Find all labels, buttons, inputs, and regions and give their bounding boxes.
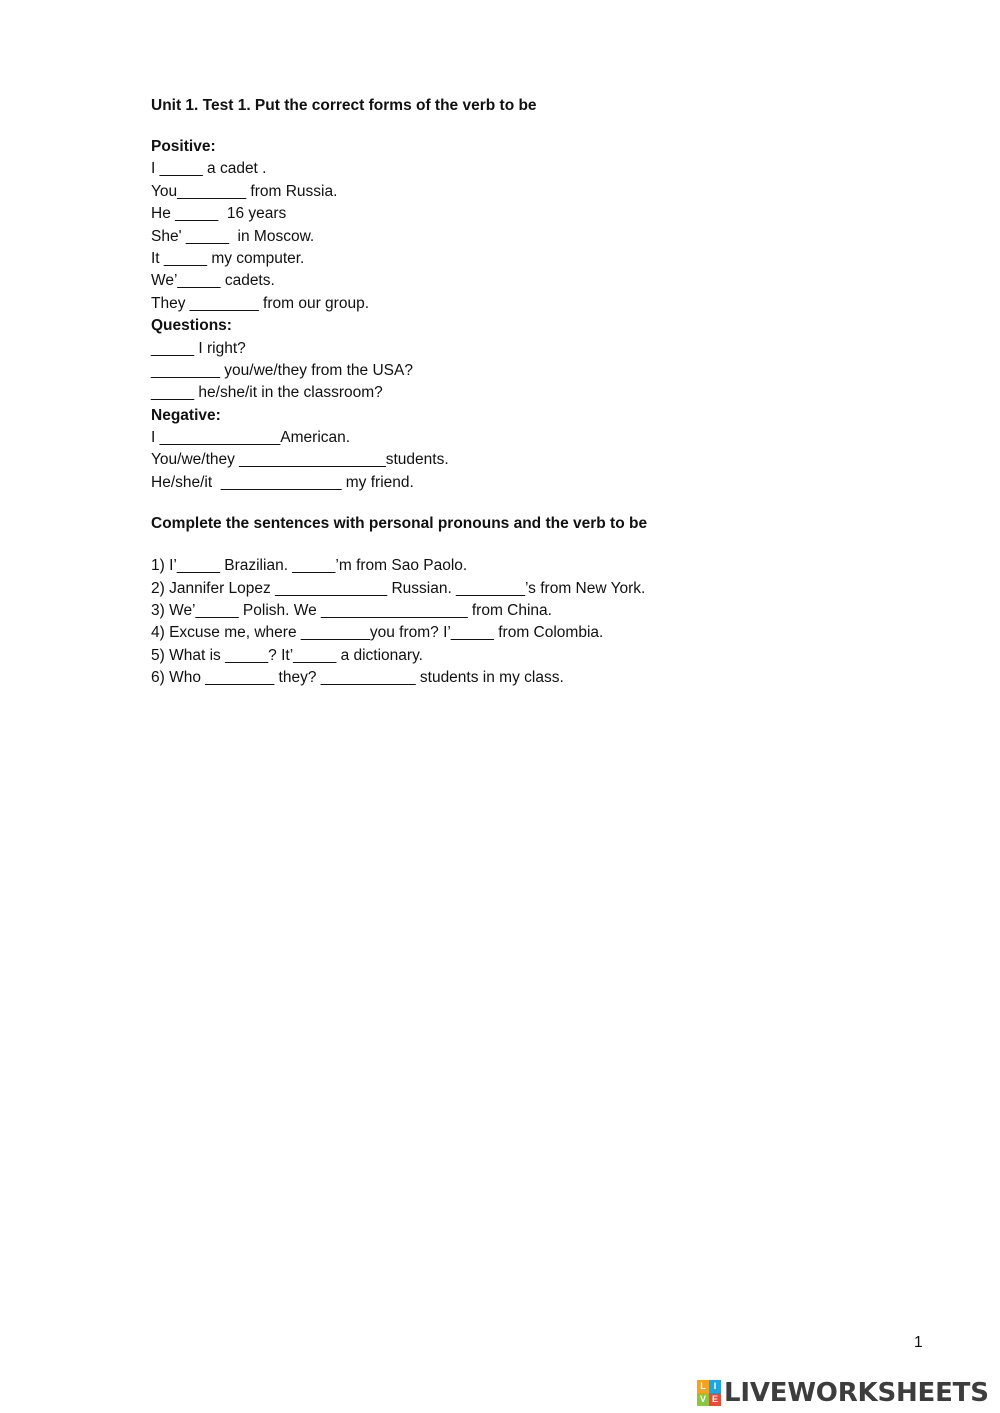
logo-tile: V	[697, 1393, 709, 1406]
exercise-line: You________ from Russia.	[151, 182, 338, 200]
section-heading-negative: Negative:	[151, 406, 221, 424]
section-heading-questions: Questions:	[151, 317, 232, 335]
exercise-line: He _____ 16 years	[151, 205, 287, 223]
exercise2-line: 6) Who ________ they? ___________ students in my class.	[151, 669, 564, 687]
exercise-line: They ________ from our group.	[151, 294, 369, 312]
exercise-line: _____ he/she/it in the classroom?	[151, 384, 383, 402]
exercise2-line: 3) We’_____ Polish. We _________________ from China.	[151, 602, 552, 620]
exercise-line: We’_____ cadets.	[151, 272, 275, 290]
liveworksheets-branding[interactable]	[697, 1377, 989, 1409]
liveworksheets-logo-icon	[697, 1380, 721, 1406]
exercise-line: She' _____ in Moscow.	[151, 227, 315, 245]
logo-tile: L	[697, 1380, 709, 1393]
page-number: 1	[914, 1334, 923, 1351]
worksheet-page	[151, 95, 911, 690]
exercise-line: He/she/it ______________ my friend.	[151, 473, 414, 491]
logo-tile: E	[709, 1393, 721, 1406]
section-heading-positive: Positive:	[151, 138, 216, 155]
exercise-line: I _____ a cadet .	[151, 160, 267, 178]
worksheet-title: Unit 1. Test 1. Put the correct forms of the verb to be	[151, 97, 537, 114]
logo-tile: I	[709, 1380, 721, 1393]
exercise-line: It _____ my computer.	[151, 249, 305, 267]
exercise2-title: Complete the sentences with personal pronouns and the verb to be	[151, 515, 648, 533]
exercise2-line: 5) What is _____? It’_____ a dictionary.	[151, 646, 423, 664]
exercise-line: _____ I right?	[151, 339, 246, 357]
exercise-line: I ______________American.	[151, 429, 351, 447]
exercise-line: ________ you/we/they from the USA?	[151, 361, 413, 379]
exercise-line: You/we/they _________________students.	[151, 451, 449, 469]
brand-wordmark: LIVEWORKSHEETS	[724, 1378, 989, 1408]
exercise2-line: 4) Excuse me, where ________you from? I’_____ from Colombia.	[151, 624, 604, 642]
exercise2-line: 2) Jannifer Lopez _____________ Russian. ________’s from New York.	[151, 579, 646, 597]
exercise2-line: 1) I’_____ Brazilian. _____’m from Sao Paolo.	[151, 557, 468, 575]
